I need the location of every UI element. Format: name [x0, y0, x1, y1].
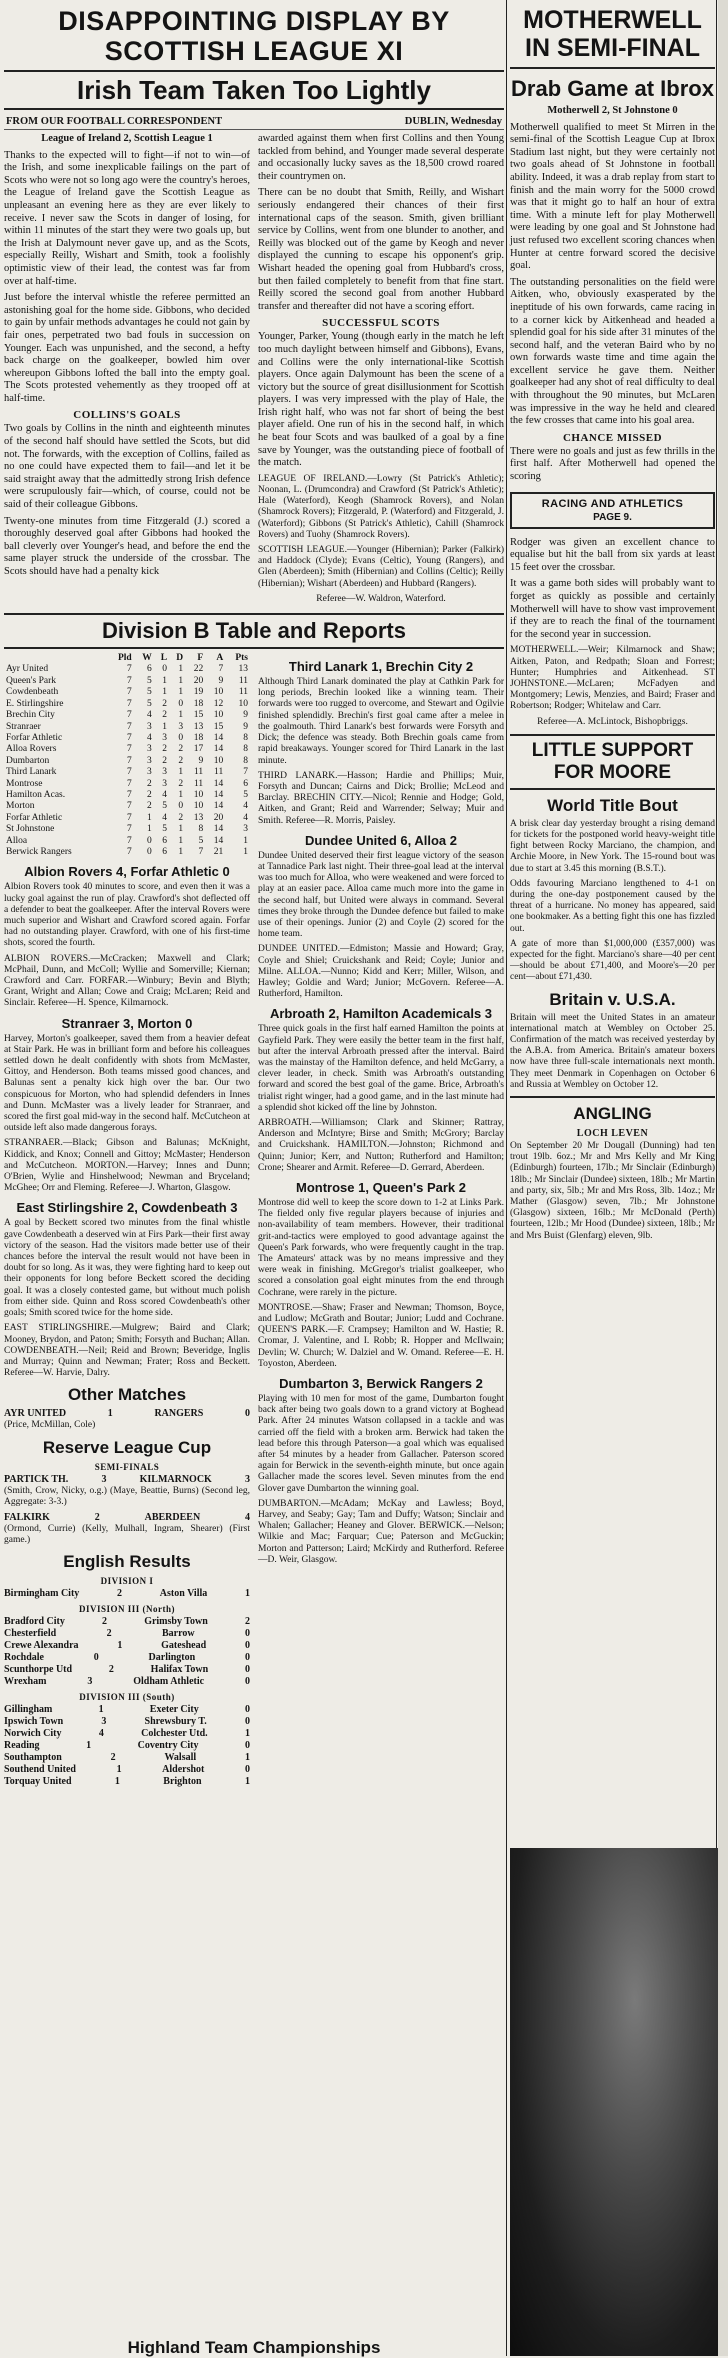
table-cell: 8 [243, 744, 248, 755]
table-cell: 2 [178, 778, 184, 789]
result-row: PARTICK TH. 3 KILMARNOCK 3 [4, 1473, 250, 1485]
right-headline: MOTHERWELL IN SEMI-FINAL [523, 6, 702, 62]
table-cell: 3 [162, 767, 168, 778]
table-cell: 14 [213, 789, 224, 800]
paragraph: A brisk clear day yesterday brought a rising demand for tickets for the postponed world heavy-weight title fight between Rocky Marciano, the champion, and Archie Moore, in New York. The 15-round bout was due to start at 3.45 this morning (B.S.T.). [510, 818, 715, 874]
table-row [4, 813, 250, 824]
adjacent-column-edge [718, 0, 728, 2356]
table-cell: 9 [218, 675, 224, 686]
result-row: Bradford City 2 Grimsby Town 2 [4, 1616, 250, 1628]
match-heading: Montrose 1, Queen's Park 2 [296, 1180, 466, 1195]
table-cell: 6 [162, 835, 168, 846]
match-report: A goal by Beckett scored two minutes from the final whistle gave Cowdenbeath a deserved win at Firs Park—their first away victory of the season. Had the visitors made better use of their chances before the interval the result would not have been in doubt for so long. As it was, they were fighting hard to keep out their opponents for long before Beckett scored the deciding goal. It was a closely contested game, but without much polish from either side. Quinn and Ross scored Cowdenbeath's other goals; Smith scored twice for the home side. [4, 1218, 250, 1319]
table-cell: 7 [126, 824, 132, 835]
result-row: Southampton 2 Walsall 1 [4, 1752, 250, 1764]
table-cell: 0 [178, 698, 184, 709]
result-row: Southend United 1 Aldershot 0 [4, 1764, 250, 1776]
table-row [4, 710, 250, 721]
table-cell: 10 [238, 698, 248, 709]
table-cell: 7 [126, 778, 132, 789]
team-lineup: STRANRAER.—Black; Gibson and Balunas; McKnight, Kiddick, and Knox; Connell and Gittoy; McMaster; Henderson and McCutcheon. MORTON.—Harvey; Innes and Dunn; O'Brien, Wylie and Hinshelwood; Newman and Bryceland; McGhee; Orr and Fleming. Referee—J. Wharton, Glasgow. [4, 1138, 250, 1194]
team-name: Forfar Athletic [6, 812, 63, 823]
table-cell: 7 [126, 687, 132, 698]
table-cell: 1 [243, 835, 248, 846]
table-cell: 3 [146, 744, 152, 755]
match-report: Although Third Lanark dominated the play at Cathkin Park for long periods, Brechin looked like a winning team. Their forwards were too rugged to overcome, and Stewart and Ogilvie finished splendidly. Brechin's first goal came after a melee in the goalmouth. Third Lanark's best forwards were Forsyth and Dick; the defence was steady. Both Brechin goals came from rapid breakaways. Younger scored for Third Lanark in the last minute. [258, 677, 504, 766]
table-cell: 0 [178, 732, 184, 743]
table-cell: 11 [194, 778, 204, 789]
division-b-column-1 [4, 653, 250, 1788]
table-cell: 12 [213, 698, 224, 709]
match-heading: Third Lanark 1, Brechin City 2 [288, 659, 474, 675]
table-cell: 20 [213, 812, 224, 823]
table-cell: 5 [146, 698, 152, 709]
table-row [4, 790, 250, 801]
table-cell: 18 [193, 732, 204, 743]
team-lineup: DUMBARTON.—McAdam; McKay and Lawless; Boyd, Harvey, and Seaby; Gay; Tam and Duffy; Watson; Sinclair and Whalen; Gallacher; Heaney and Glover. BERWICK.—Nelson; Wilkie and Mac; Farquar; Cue; Paterson and McGuckin; Morton and Patterson; Laird; McKirdy and Rutherford. Referee—D. Weir, Glasgow. [258, 1498, 504, 1565]
table-cell: 14 [213, 835, 224, 846]
table-cell: 0 [162, 664, 168, 675]
table-cell: 20 [193, 675, 204, 686]
table-cell: 4 [146, 732, 152, 743]
team-name: Berwick Rangers [6, 846, 72, 857]
team-name: Alloa [6, 835, 28, 846]
table-cell: 3 [243, 824, 248, 835]
division-b-column-2 [258, 653, 504, 1788]
paragraph: A gate of more than $1,000,000 (£357,000) was expected for the fight. Marciano's share—40 per cent—should be about £71,400, and Moore's—20 per cent—about £71,430. [510, 938, 715, 983]
table-cell: 13 [238, 664, 248, 675]
table-cell: 1 [146, 812, 152, 823]
table-cell: 19 [193, 687, 204, 698]
semi-finals-label: SEMI-FINALS [94, 1461, 160, 1472]
match-heading: Arbroath 2, Hamilton Academicals 3 [269, 1006, 493, 1022]
paragraph: Thanks to the expected will to fight—if not to win—of the Irish, and some inexplicable failings on the part of Scots who were not so long ago were the country's heroes, the League of Ireland gave the Scottish League as unpleasant an evening here as they are ever likely to receive. I never saw the Scots in danger of losing, for within 11 minutes of the start they were two goals up, but the Irish at Dalymount never gave up, and as the Scots, especially Reilly, Wishart and Smith, took a foolishly optimistic view of their lead, the contest was far from over at half-time. [4, 149, 250, 287]
table-row [4, 664, 250, 675]
team-name: Hamilton Acas. [6, 789, 66, 800]
division-label: DIVISION III (North) [78, 1604, 175, 1615]
paragraph: There were no goals and just as few thrills in the first half. After Motherwell had opened the scoring [510, 445, 715, 483]
table-cell: 2 [162, 710, 168, 721]
table-cell: 7 [126, 812, 132, 823]
table-header: L [160, 653, 168, 664]
table-cell: 17 [193, 744, 204, 755]
table-cell: 5 [162, 824, 168, 835]
result-row: Reading 1 Coventry City 0 [4, 1740, 250, 1752]
match-report: Harvey, Morton's goalkeeper, saved them from a heavier defeat at Stair Park. He was in brilliant form and before his colleagues settled down he dealt confidently with shots from McMaster, Gittoy, and Henderson. Both teams missed good chances, and Balunas sent a penalty kick high over the bar. Our two conspicuous for Morton, who had splendid defenders in Innes and Dunn. McMaster was a lively leader for Stranraer, and scored the first goal mid-way in the second half. McCutcheon at outside left also made dangerous forays. [4, 1033, 250, 1134]
table-header: Pts [235, 653, 248, 664]
table-cell: 10 [193, 789, 204, 800]
table-row [4, 824, 250, 835]
table-cell: 6 [243, 778, 248, 789]
table-cell: 10 [213, 687, 224, 698]
team-name: Forfar Athletic [6, 732, 63, 743]
paragraph: Two goals by Collins in the ninth and eighteenth minutes of the second half should have settled the Scots, but did not. The forwards, with the exception of Collins, failed as no one could have expected them to fail—and let it be said straight away that the admittedly strong Irish defence were scrupulously fair—which, of course, could not be said of their colleague Gibbons. [4, 423, 250, 511]
team-name: Third Lanark [6, 767, 57, 778]
team-name: E. Stirlingshire [6, 698, 64, 709]
table-cell: 14 [213, 744, 224, 755]
table-cell: 3 [146, 721, 152, 732]
table-cell: 21 [213, 846, 224, 857]
team-lineup: LEAGUE OF IRELAND.—Lowry (St Patrick's Athletic); Noonan, L. (Drumcondra) and Crawford (St Patrick's Athletic); Hale (Waterford), Keogh (Shamrock Rovers), and Nolan (Shamrock Rovers); Fitzgerald, P. (Waterford) and Fitzgerald, J. (Waterford); Gibbons (St Patrick's Athletic), Cahill (Shamrock Rovers) and Tuohy (Shamrock Rovers). [258, 473, 504, 540]
table-cell: 5 [146, 675, 152, 686]
table-cell: 4 [146, 710, 152, 721]
table-cell: 1 [178, 824, 184, 835]
table-row [4, 801, 250, 812]
table-cell: 2 [146, 778, 152, 789]
team-lineup: MONTROSE.—Shaw; Fraser and Newman; Thomson, Boyce, and Ludlow; McGrath and Boutar; Junior; Ludd and Cochrane. QUEEN'S PARK.—F. Crampsey; Hamilton and W. Hastie; R. Cromar, J. Valentine, and I. Robb; R. Hopper and McIlwain; Devlin; W. Church; W. Dalziel and W. Omand. Referee—E. H. Toyoston, Aberdeen. [258, 1302, 504, 1369]
table-header [4, 653, 107, 664]
table-cell: 7 [126, 710, 132, 721]
table-cell: 1 [178, 767, 184, 778]
team-name: Stranraer [6, 721, 41, 732]
table-cell: 7 [126, 744, 132, 755]
team-name: Morton [6, 801, 35, 812]
scorers: (Smith, Crow, Nicky, o.g.) (Maye, Beattie, Burns) (Second leg, Aggregate: 3-3.) [4, 1485, 250, 1507]
paragraph: awarded against them when first Collins and then Young tackled from behind, and Younger made several desperate and occasionally lucky saves as the 18,500 crowd roared their countrymen on. [258, 133, 504, 182]
table-header: F [197, 653, 204, 664]
table-row [4, 756, 250, 767]
byline-correspondent: FROM OUR FOOTBALL CORRESPONDENT [6, 116, 223, 127]
table-cell: 1 [178, 835, 184, 846]
table-cell: 0 [146, 846, 152, 857]
table-cell: 7 [126, 846, 132, 857]
table-cell: 11 [238, 675, 248, 686]
result-row: Rochdale 0 Darlington 0 [4, 1652, 250, 1664]
paragraph: The outstanding personalities on the field were Aitken, who, obviously exasperated by the ineptitude of his own forwards, came racing in to a corner kick by Aitkenhead and headed a splendid goal for his side after 31 minutes of the second half, and the veteran Baird who by no own forwards waste time and time again the excellent service he gave them. Neither goalkeeper had any shot of real difficulty to deal with throughout the 90 minutes, but McLaren was impressive in the way he held and cleared the few crosses that came into his goal area. [510, 276, 715, 427]
paragraph: Younger, Parker, Young (though early in the match he left too much daylight between himself and Gibbons), Evans, and Collins were the only international-like Scottish players. Once again Dalymount has been the scene of a victory but the source of great disillusionment for Scottish players. I was very impressed with the play of Hale, the Irish right half, who was not far short of being the best player afield. One run of his in the second half, in which he beat four Scots and was baulked of a goal by a fine save by Younger, was the outstanding piece of football of the match. [258, 331, 504, 469]
table-cell: 1 [243, 846, 248, 857]
table-cell: 1 [162, 687, 168, 698]
reserve-cup-heading: Reserve League Cup [42, 1437, 212, 1457]
column-divider [506, 0, 507, 2356]
table-cell: 1 [178, 687, 184, 698]
section-heading: COLLINS'S GOALS [73, 409, 181, 422]
table-cell: 5 [243, 789, 248, 800]
table-cell: 1 [178, 664, 184, 675]
paragraph: Rodger was given an excellent chance to equalise but hit the ball from six yards at least 15 feet over the crossbar. [510, 536, 715, 573]
match-report: Three quick goals in the first half earned Hamilton the points at Gayfield Park. They were easily the better team in the first half, but after the interval Arbroath pressed after the interval. Baird was the mainstay of the Hamilton defence, and held McGarry, a clever leader, in check. Smith was Arbroath's outstanding forward and scored the best goal of the game. Brice, Arbroath's trialist right winger, had a good game, and in the last minute had a splendid shot kicked off the line by Johnston. [258, 1024, 504, 1113]
table-row [4, 733, 250, 744]
result-row: Chesterfield 2 Barrow 0 [4, 1628, 250, 1640]
table-cell: 3 [146, 767, 152, 778]
report-column-2 [258, 133, 504, 609]
team-lineup: THIRD LANARK.—Hasson; Hardie and Phillips; Muir, Forsyth and Duncan; Cairns and Dick; Brollie; McLeod and Barclay. BRECHIN CITY.—Nicol; Rennie and Hodge; Gold, Aitken, and Grant; Reid and Warrender; Selway; Muir and Smith. Referee—R. Morris, Paisley. [258, 770, 504, 826]
team-name: Montrose [6, 778, 43, 789]
table-cell: 6 [146, 664, 152, 675]
table-cell: 7 [126, 664, 132, 675]
table-cell: 2 [162, 744, 168, 755]
table-cell: 10 [193, 801, 204, 812]
paragraph: Twenty-one minutes from time Fitzgerald (J.) scored a thoroughly deserved goal after Gibbons had hooked the ball cleverly over Younger's head, and before the end the same player struck the underside of the crossbar. The Scots should have had a penalty kick [4, 515, 250, 577]
table-cell: 10 [213, 755, 224, 766]
table-cell: 7 [198, 846, 204, 857]
table-cell: 8 [243, 732, 248, 743]
table-cell: 1 [178, 846, 184, 857]
table-cell: 15 [193, 710, 204, 721]
table-cell: 13 [193, 812, 204, 823]
result-row: Ipswich Town 3 Shrewsbury T. 0 [4, 1716, 250, 1728]
section-heading: SUCCESSFUL SCOTS [322, 317, 440, 330]
table-cell: 2 [146, 789, 152, 800]
table-cell: 4 [243, 812, 248, 823]
table-cell: 0 [178, 801, 184, 812]
result-row: Birmingham City 2 Aston Villa 1 [4, 1588, 250, 1600]
loch-leven-heading: LOCH LEVEN [576, 1128, 649, 1140]
table-cell: 1 [162, 721, 168, 732]
referee-line: Referee—A. McLintock, Bishopbriggs. [537, 716, 688, 727]
next-headline: Highland Team Championships [127, 2338, 381, 2357]
table-row [4, 722, 250, 733]
table-cell: 14 [213, 824, 224, 835]
result-row: Crewe Alexandra 1 Gateshead 0 [4, 1640, 250, 1652]
result-row: Wrexham 3 Oldham Athletic 0 [4, 1676, 250, 1688]
english-division-1 [4, 1588, 250, 1600]
paragraph: Odds favouring Marciano lengthened to 4-1 on during the one-day postponement caused by the threat of a hurricane. No money has appeared, said one bookmaker. As a betting fight this one has fizzled out. [510, 878, 715, 934]
table-cell: 5 [146, 687, 152, 698]
table-cell: 0 [146, 835, 152, 846]
divider [510, 67, 715, 69]
main-headline: DISAPPOINTING DISPLAY BY SCOTTISH LEAGUE XI [58, 6, 450, 66]
paragraph: On September 20 Mr Dougall (Dunning) had ten trout 19lb. 6oz.; Mr and Mrs Kelly and Mr King (Edinburgh) fourteen, 17lb.; Mr Sinclair (Edinburgh) 18lb.; Mr Sinclair (Dundee) sixteen, 18lb.; Mr Martin and party, six, 5lb.; Mr and Mrs Ross, 3lb. 14oz.; Mr Mather (Glasgow) seven, 7lb.; Mr Johnstone (Glasgow) sixteen, 16lb.; Mr McDonald (Perth) fourteen, 12lb.; Mr Hood (Dundee) sixteen, 18lb.; Mr and Mrs Buist (Glenfarg) eleven, 9lb. [510, 1141, 715, 1241]
table-header: D [176, 653, 184, 664]
table-row [4, 847, 250, 858]
match-heading: Dumbarton 3, Berwick Rangers 2 [279, 1376, 483, 1392]
paragraph: Britain will meet the United States in an amateur international match at Wembley on October 25. Confirmation of the match was received yesterday by the A.B.A. from America. Britain's amateur boxers now have three full-scale internationals next month. They meet Denmark in Copenhagen on October 6 and Russia at Wembley on October 12. [510, 1012, 715, 1090]
match-report: Playing with 10 men for most of the game, Dumbarton fought back after being two goals down to a grand victory at Boghead Park. After 24 minutes Watson collapsed in a tackle and was carried off the field with a broken arm. Berwick had taken the lead before this through Paterson—a goal which was equalised after 54 minutes by a header from Gallacher. Paterson scored again for Berwick in the seventh-eighth minute, but once again Gallacher made the scores level. Seven minutes from the end Glover gave Dumbarton the winning goal. [258, 1394, 504, 1494]
english-results-heading: English Results [63, 1552, 191, 1572]
table-cell: 3 [146, 755, 152, 766]
other-matches-heading: Other Matches [67, 1385, 187, 1405]
score-line: League of Ireland 2, Scottish League 1 [41, 133, 213, 144]
table-row [4, 779, 250, 790]
result-row: FALKIRK 2 ABERDEEN 4 [4, 1511, 250, 1523]
table-cell: 6 [162, 846, 168, 857]
team-lineup: ALBION ROVERS.—McCracken; Maxwell and Clark; McPhail, Dunn, and McColl; Wyllie and Somerville; Kiernan; Crawford and Carr. FORFAR.—Winbury; Bevin and Blyth; Grant, Wright and Allan; Cowe and Craig; McLaren; Reid and Sinclair. Referee—H. Spence, Kilmarnock. [4, 953, 250, 1009]
table-cell: 2 [178, 812, 184, 823]
result-row: Gillingham 1 Exeter City 0 [4, 1704, 250, 1716]
match-report: Albion Rovers took 40 minutes to score, and even then it was a lucky goal against the run of play. Crawford's shot deflected off a defender to beat the goalkeeper. After the interval Rovers were much superior and Wishart and Crawford scored again. Forfar had no outstanding player. Crawford, with one of his first-time shots, scored the fourth. [4, 882, 250, 949]
scorers: (Price, McMillan, Cole) [4, 1420, 96, 1431]
table-cell: 11 [194, 767, 204, 778]
match-heading: Stranraer 3, Morton 0 [61, 1015, 193, 1031]
boxing-headline: LITTLE SUPPORT FOR MOORE [510, 734, 715, 790]
match-heading: Dundee United 6, Alloa 2 [305, 832, 457, 848]
team-lineup: ARBROATH.—Williamson; Clark and Skinner; Rattray, Anderson and McIntyre; Birse and Smith; McGrory; Barclay and Cruickshank. HAMILTON.—Johnston; Richmond and Quinn; Junior; Kerr, and Nutton; Rutherford and Hamilton; Crone; Shearer and Armit. Referee—D. Gerrard, Aberdeen. [258, 1117, 504, 1173]
table-cell: 13 [193, 721, 204, 732]
team-name: Cowdenbeath [6, 687, 59, 698]
table-cell: 4 [162, 812, 168, 823]
table-row [4, 699, 250, 710]
table-cell: 1 [146, 824, 152, 835]
paragraph: Just before the interval whistle the referee permitted an astonishing goal for the home side. Gibbons, who decided to gain by unfair methods advantages he could not gain by fair ones, perpetrated two bad fouls in succession on Younger. Each was unpunished, and the second, a hefty back charge on the goalkeeper, bowled him over whereupon Gibbons lofted the ball into the empty goal. The Scots protested vehemently as they trooped off at half-time. [4, 292, 250, 404]
table-cell: 1 [178, 789, 184, 800]
team-lineup: SCOTTISH LEAGUE.—Younger (Hibernian); Parker (Falkirk) and Haddock (Clyde); Evans (Celtic), Young (Rangers), and Glen (Aberdeen); Smith (Hibernian) and Collins (Celtic); Reilly (Hibernian); Wishart (Aberdeen) and Hubbard (Rangers). [258, 545, 504, 589]
report-columns [4, 133, 504, 609]
english-division-3-north [4, 1616, 250, 1688]
table-row [4, 767, 250, 778]
byline [4, 114, 504, 130]
table-cell: 7 [243, 767, 248, 778]
division-b-columns [4, 653, 504, 1788]
paragraph: There can be no doubt that Smith, Reilly, and Wishart seriously endangered their chances of their first international caps of the season. Smith, given brilliant service by Collins, went from one blunder to another, and Reilly was blocked out of the game by Keogh and never displayed the cunning to escape his opponent's grip. Wishart headed the opening goal from Hubbard's cross, but then failed completely to benefit from that fine start. Reilly scored the second goal from another Hubbard transfer and thereafter did not have a scoring effort. [258, 187, 504, 312]
table-cell: 14 [213, 778, 224, 789]
table-cell: 9 [198, 755, 204, 766]
table-cell: 7 [126, 835, 132, 846]
table-cell: 10 [213, 710, 224, 721]
cross-reference-box: RACING AND ATHLETICS PAGE 9. [510, 492, 715, 529]
table-cell: 2 [162, 755, 168, 766]
table-cell: 8 [198, 824, 204, 835]
table-cell: 7 [218, 664, 224, 675]
team-name: Ayr United [6, 664, 49, 675]
table-cell: 2 [146, 801, 152, 812]
table-cell: 9 [243, 710, 248, 721]
team-name: Dumbarton [6, 755, 50, 766]
table-cell: 8 [243, 755, 248, 766]
table-cell: 3 [162, 732, 168, 743]
team-name: St Johnstone [6, 824, 55, 835]
team-name: Alloa Rovers [6, 744, 57, 755]
table-cell: 15 [213, 721, 224, 732]
table-cell: 4 [162, 789, 168, 800]
table-row [4, 687, 250, 698]
table-cell: 5 [198, 835, 204, 846]
table-header: Pld [117, 653, 132, 664]
table-cell: 22 [193, 664, 204, 675]
team-name: Brechin City [6, 710, 55, 721]
table-cell: 7 [126, 767, 132, 778]
right-subheadline: Drab Game at Ibrox [511, 76, 714, 101]
divider [510, 1096, 715, 1098]
table-cell: 7 [126, 721, 132, 732]
score-line: Motherwell 2, St Johnstone 0 [547, 105, 678, 116]
table-cell: 11 [238, 687, 248, 698]
referee-line: Referee—W. Waldron, Waterford. [316, 593, 446, 604]
scorers: (Ormond, Currie) (Kelly, Mulhall, Ingram, Shearer) (First game.) [4, 1523, 250, 1546]
table-row [4, 836, 250, 847]
table-cell: 3 [162, 778, 168, 789]
match-report: Montrose did well to keep the score down to 1-2 at Links Park. The fielded only five regular players because of injuries and non-availability of team members. However, their traditional grit-and-tactics were employed to good advantage against the Queen's Park forwards, who were frequently caught in the trap. The Amateurs' attack was by no means impressive and they were weak in finishing. McGregor's trialist goalkeeper, who scored a consolation goal eight minutes from the end through Cochrane, were rarely in the picture. [258, 1198, 504, 1298]
byline-dateline: DUBLIN, Wednesday [404, 116, 502, 127]
match-report: Dundee United deserved their first league victory of the season at Tannadice Park last night. Their three-goal lead at the interval was too much for Alloa, who were weakened and were forced to play at an easier pace. Alloa came much more into the game in the second half, but United were always in command. Several times they broke through the Dundee defence but failed to make use of their openings. Junior (2) and Coyle (2) scored for the home team. [258, 850, 504, 940]
table-cell: 1 [178, 675, 184, 686]
table-cell: 11 [214, 767, 224, 778]
table-cell: 2 [178, 755, 184, 766]
table-cell: 7 [126, 755, 132, 766]
left-section [4, 0, 504, 1788]
division-label: DIVISION III (South) [79, 1692, 175, 1703]
table-cell: 1 [162, 675, 168, 686]
section-heading: World Title Bout [547, 795, 678, 815]
result-row: Torquay United 1 Brighton 1 [4, 1776, 250, 1788]
match-heading: East Stirlingshire 2, Cowdenbeath 3 [16, 1200, 238, 1216]
table-cell: 2 [162, 698, 168, 709]
team-lineup: EAST STIRLINGSHIRE.—Mulgrew; Baird and Clark; Mooney, Brydon, and Paton; Smith; Forsyth and Buchan; Allan. COWDENBEATH.—Neil; Reid and Brown; Beveridge, Inglis and Murray; Quinn and Newman; Frater; Ross and Beckett. Referee—W. Harvie, Dalry. [4, 1323, 250, 1379]
table-cell: 7 [126, 789, 132, 800]
section-heading: Britain v. U.S.A. [549, 989, 676, 1009]
photograph [510, 1848, 718, 2356]
table-cell: 2 [178, 744, 184, 755]
team-name: Queen's Park [6, 675, 56, 686]
table-cell: 18 [193, 698, 204, 709]
table-cell: 3 [178, 721, 184, 732]
team-lineup: MOTHERWELL.—Weir; Kilmarnock and Shaw; Aitken, Paton, and Redpath; Sloan and Forrest; Hunter; Humphries and Aitkenhead. ST JOHNSTONE.—McLaren; McFadyen and Montgomery; Lewis, Menzies, and Baird; Fraser and Robertson; Rodger; Whitelaw and Carr. [510, 645, 715, 712]
english-division-3-south [4, 1704, 250, 1788]
table-row [4, 744, 250, 755]
division-label: DIVISION I [100, 1576, 154, 1587]
paragraph: Motherwell qualified to meet St Mirren in the semi-final of the Scottish League Cup at Ibrox Stadium last night, but they were certainly not two goals ahead of St Johnstone in football ability. Indeed, it was a drab replay from start to finish and the main worry for the 5000 crowd was that it might go to half an hour of extra time. With a minute left for play Motherwell were leading by one goal and St Johnstone had just refused two excellent scoring chances when Hunter at centre forward scored the decisive goal. [510, 121, 715, 272]
table-cell: 5 [162, 801, 168, 812]
table-cell: 14 [213, 732, 224, 743]
table-cell: 14 [213, 801, 224, 812]
table-header: A [216, 653, 224, 664]
table-cell: 7 [126, 675, 132, 686]
right-section [510, 0, 715, 1246]
match-heading: Albion Rovers 4, Forfar Athletic 0 [24, 864, 230, 880]
table-cell: 1 [178, 710, 184, 721]
result-row: Norwich City 4 Colchester Utd. 1 [4, 1728, 250, 1740]
table-cell: 7 [126, 698, 132, 709]
sub-headline: Irish Team Taken Too Lightly [4, 70, 504, 110]
table-row [4, 676, 250, 687]
table-cell: 9 [243, 721, 248, 732]
table-cell: 7 [126, 732, 132, 743]
paragraph: It was a game both sides will probably want to forget as quickly as possible and certainly Motherwell will have to show vast improvement if they are to reach the final of the tournament for the second year in succession. [510, 578, 715, 640]
result-row: Scunthorpe Utd 2 Halifax Town 0 [4, 1664, 250, 1676]
table-header: W [142, 653, 152, 664]
section-heading: CHANCE MISSED [562, 431, 663, 444]
division-b-heading: Division B Table and Reports [4, 613, 504, 649]
angling-heading: ANGLING [573, 1104, 652, 1124]
league-table [4, 653, 250, 858]
table-cell: 4 [243, 801, 248, 812]
team-lineup: DUNDEE UNITED.—Edmiston; Massie and Howard; Gray, Coyle and Shiel; Cruickshank and Reid; Coyle; Junior and Milne. ALLOA.—Nunno; Kidd and Kerr; Miller, Wilson, and Hawley; Goldie and Ward; Junior; McGovern. Referee—A. Rutherford, Hamilton. [258, 944, 504, 1000]
report-column-1 [4, 133, 250, 609]
table-cell: 7 [126, 801, 132, 812]
result-row: AYR UNITED 1 RANGERS 0 [4, 1408, 250, 1420]
